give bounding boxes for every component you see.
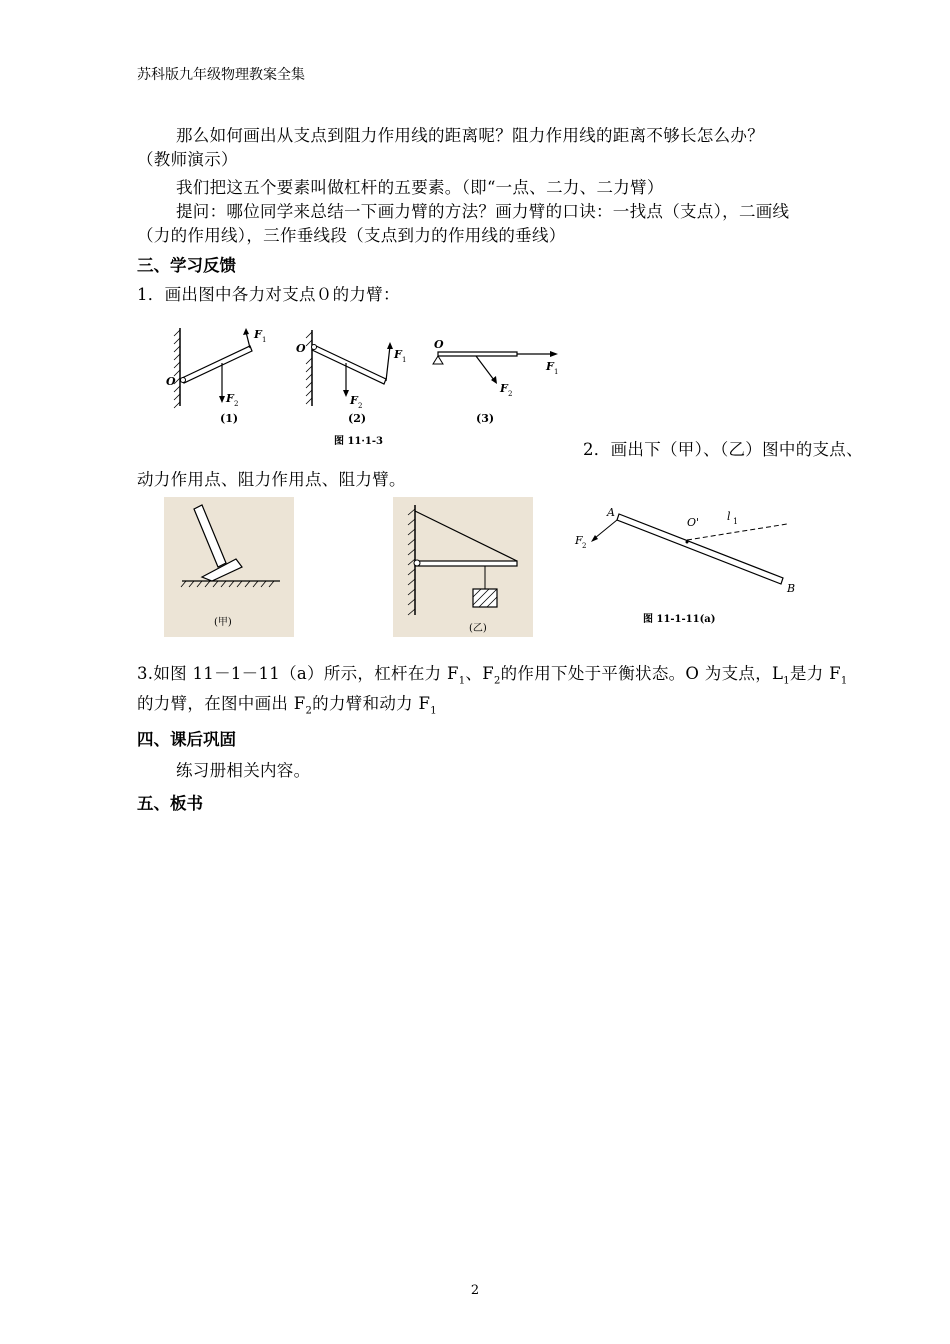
- svg-text:(1): (1): [220, 412, 239, 425]
- question-3-line1: 3.如图 11－1－11（a）所示，杠杆在力 $F_1$、$F_2$的作用下处于平衡状态。O 为支点，$L_1$是力 $F_1$: [137, 664, 848, 687]
- svg-text:1: 1: [402, 356, 407, 364]
- svg-text:O: O: [166, 375, 176, 388]
- svg-text:F: F: [500, 382, 508, 395]
- svg-text:1: 1: [554, 368, 559, 376]
- page-number: 2: [470, 1283, 480, 1298]
- svg-text:(3): (3): [476, 412, 495, 425]
- paragraph-line: （教师演示）: [137, 150, 238, 169]
- section-heading: 四、课后巩固: [137, 730, 236, 749]
- svg-text:O: O: [296, 342, 306, 355]
- svg-text:1: 1: [733, 517, 739, 526]
- figure-caption: 图 11-1-11(a): [643, 614, 716, 625]
- question-3-line2: 的力臂，在图中画出 $F_2$的力臂和动力 $F_1$: [137, 694, 437, 717]
- page-header: 苏科版九年级物理教案全集: [137, 67, 305, 83]
- lever-diagram-2: [296, 330, 406, 425]
- svg-text:2: 2: [582, 542, 587, 550]
- paragraph-line: 我们把这五个要素叫做杠杆的五要素。（即“一点、二力、二力臂）: [176, 178, 664, 197]
- question-2-part1: 2．画出下（甲）、（乙）图中的支点、: [583, 440, 863, 459]
- question-1: 1．画出图中各力对支点０的力臂：: [137, 285, 400, 304]
- question-2-part2: 动力作用点、阻力作用点、阻力臂。: [137, 470, 406, 489]
- svg-text:1: 1: [262, 336, 267, 344]
- svg-text:F: F: [546, 360, 554, 373]
- figure-11-1-3: [150, 318, 580, 458]
- paragraph-line: 提问：哪位同学来总结一下画力臂的方法？画力臂的口诀：一找点（支点），二画线: [176, 202, 790, 221]
- paragraph-line: 那么如何画出从支点到阻力作用线的距离呢？阻力作用线的距离不够长怎么办？: [176, 126, 764, 145]
- figure-jia: [164, 497, 294, 637]
- svg-text:(2): (2): [348, 412, 367, 425]
- svg-text:O: O: [434, 338, 444, 351]
- svg-text:2: 2: [358, 402, 363, 410]
- section-heading: 三、学习反馈: [137, 256, 236, 275]
- svg-text:F: F: [254, 328, 262, 341]
- svg-text:F: F: [575, 534, 583, 547]
- svg-text:2: 2: [234, 400, 239, 408]
- svg-text:F: F: [226, 392, 234, 405]
- section-heading: 五、板书: [137, 794, 203, 813]
- lever-diagram-1: [166, 328, 266, 425]
- svg-text:l: l: [727, 510, 731, 523]
- svg-text:F: F: [350, 394, 358, 407]
- figure-caption: 图 11·1-3: [334, 436, 383, 447]
- svg-text:A: A: [607, 506, 615, 519]
- svg-text:O': O': [687, 516, 700, 529]
- svg-text:B: B: [787, 582, 796, 595]
- paragraph-line: （力的作用线），三作垂线段（支点到力的作用线的垂线）: [137, 226, 566, 245]
- lever-diagram-3: [433, 338, 558, 425]
- caption-jia: (甲): [214, 617, 232, 628]
- figure-yi: [393, 497, 533, 637]
- svg-text:2: 2: [508, 390, 513, 398]
- figure-11-1-11a: [565, 500, 825, 630]
- practice-text: 练习册相关内容。: [176, 761, 311, 780]
- caption-yi: (乙): [469, 623, 487, 634]
- svg-text:F: F: [394, 348, 402, 361]
